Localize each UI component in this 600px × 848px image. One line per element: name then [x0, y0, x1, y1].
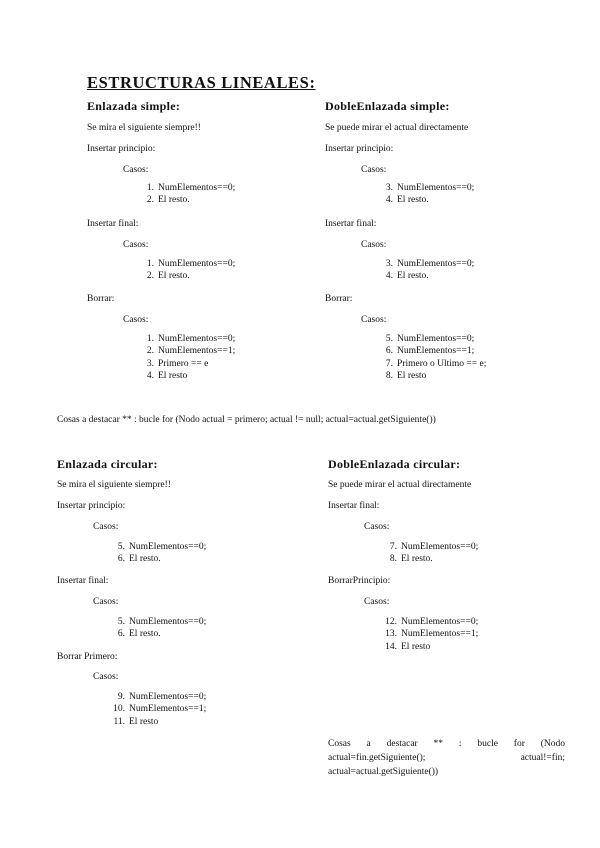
- insert-end-label: Insertar final:: [328, 501, 380, 511]
- delete-first-cases-list: [113, 691, 206, 728]
- delete-start-label: BorrarPrincipio:: [328, 576, 391, 586]
- list-item: 9. NumElementos==0;: [117, 692, 207, 702]
- list-item: 10. NumElementos==1;: [113, 704, 207, 715]
- delete-start-cases-list: [385, 616, 478, 653]
- list-item: 5. NumElementos==0;: [117, 542, 207, 552]
- cases-label: Casos:: [361, 165, 387, 175]
- delete-label: Borrar:: [87, 294, 115, 304]
- list-item: 4. El resto.: [385, 271, 429, 282]
- list-item: 6. NumElementos==1;: [385, 346, 475, 357]
- list-item: 6. El resto.: [117, 554, 161, 565]
- list-item: 7. NumElementos==0;: [389, 542, 479, 552]
- list-item: 2. El resto.: [146, 271, 190, 282]
- list-item: 8. El resto: [385, 371, 427, 382]
- section-heading: Enlazada simple:: [87, 99, 181, 113]
- cases-label: Casos:: [93, 597, 119, 607]
- page-title: ESTRUCTURAS LINEALES:: [87, 73, 316, 92]
- insert-end-label: Insertar final:: [325, 219, 377, 229]
- insert-end-cases-list: [113, 616, 206, 641]
- insert-start-label: Insertar principio:: [57, 501, 126, 511]
- list-item: 6. El resto.: [117, 629, 161, 640]
- list-item: 14. El resto: [385, 641, 431, 652]
- delete-label: Borrar:: [325, 294, 353, 304]
- list-item: 2. El resto.: [146, 195, 190, 206]
- insert-end-cases-list: [142, 258, 235, 283]
- section-intro: Se mira el siguiente siempre!!: [57, 480, 171, 490]
- cases-label: Casos:: [123, 240, 149, 250]
- list-item: 3. NumElementos==0;: [385, 259, 475, 269]
- note-simple: Cosas a destacar ** : bucle for (Nodo actual = primero; actual != null; actual=actual.getSiguiente()): [57, 415, 436, 425]
- insert-start-cases-list: [142, 182, 235, 207]
- delete-cases-list: [381, 333, 486, 383]
- cases-label: Casos:: [364, 597, 390, 607]
- section-heading: DobleEnlazada circular:: [328, 457, 461, 471]
- delete-cases-list: [142, 333, 235, 383]
- list-item: 3. Primero == e: [146, 358, 209, 369]
- cases-label: Casos:: [93, 672, 119, 682]
- insert-end-label: Insertar final:: [87, 219, 139, 229]
- list-item: 4. El resto.: [385, 195, 429, 206]
- cases-label: Casos:: [361, 240, 387, 250]
- list-item: 4. El resto: [146, 371, 188, 382]
- insert-start-cases-list: [113, 541, 206, 566]
- insert-start-label: Insertar principio:: [325, 144, 394, 154]
- list-item: 11. El resto: [113, 716, 159, 727]
- list-item: 13. NumElementos==1;: [385, 629, 479, 640]
- cases-label: Casos:: [361, 315, 387, 325]
- list-item: 3. NumElementos==0;: [385, 183, 475, 193]
- cases-label: Casos:: [123, 165, 149, 175]
- insert-start-label: Insertar principio:: [87, 144, 156, 154]
- cases-label: Casos:: [364, 522, 390, 532]
- list-item: 2. NumElementos==1;: [146, 346, 236, 357]
- list-item: 1. NumElementos==0;: [146, 259, 236, 269]
- cases-label: Casos:: [93, 522, 119, 532]
- list-item: 5. NumElementos==0;: [117, 617, 207, 627]
- list-item: 5. NumElementos==0;: [385, 334, 475, 344]
- note-circular: Cosas a destacar ** : bucle for (Nodo actual=fin.getSiguiente(); actual!=fin; actual=actual.getSiguiente()): [328, 739, 565, 777]
- insert-end-label: Insertar final:: [57, 576, 109, 586]
- section-heading: DobleEnlazada simple:: [325, 99, 450, 113]
- list-item: 1. NumElementos==0;: [146, 183, 236, 193]
- section-intro: Se puede mirar el actual directamente: [328, 480, 472, 490]
- list-item: 12. NumElementos==0;: [385, 617, 479, 627]
- delete-first-label: Borrar Primero:: [57, 652, 118, 662]
- list-item: 1. NumElementos==0;: [146, 334, 236, 344]
- section-intro: Se mira el siguiente siempre!!: [87, 123, 201, 133]
- insert-start-cases-list: [381, 182, 474, 207]
- list-item: 7. Primero o Ultimo == e;: [385, 358, 487, 369]
- list-item: 8. El resto.: [389, 554, 433, 565]
- insert-end-cases-list: [381, 258, 474, 283]
- section-heading: Enlazada circular:: [57, 457, 158, 471]
- section-intro: Se puede mirar el actual directamente: [325, 123, 469, 133]
- insert-end-cases-list: [385, 541, 478, 566]
- cases-label: Casos:: [123, 315, 149, 325]
